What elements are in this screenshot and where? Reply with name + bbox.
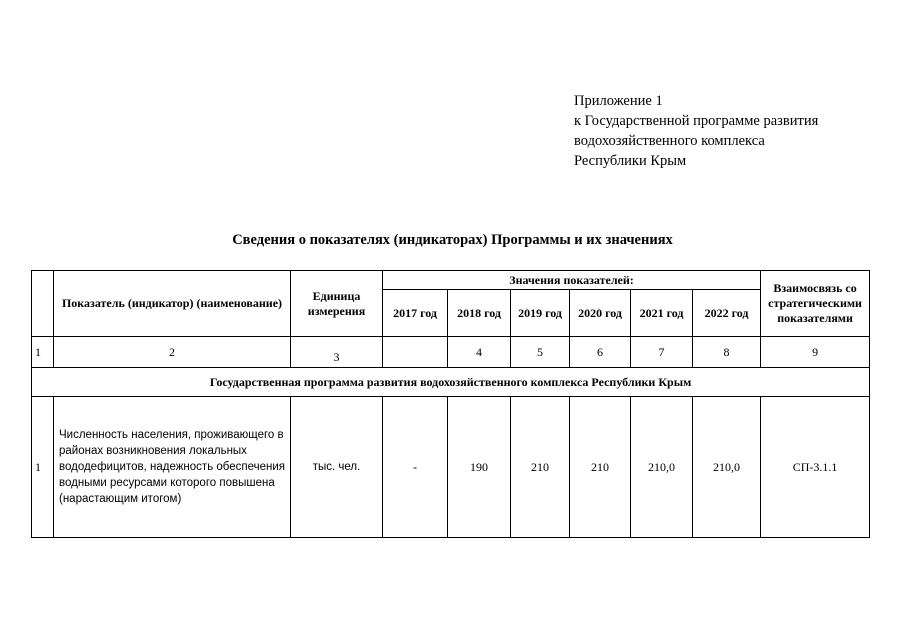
header-values-group: Значения показателей: [383, 271, 761, 290]
value-cell: 190 [448, 397, 511, 538]
indicator-unit: тыс. чел. [291, 397, 383, 538]
column-number: 6 [570, 337, 631, 368]
column-number: 1 [32, 337, 54, 368]
column-number [383, 337, 448, 368]
appendix-line: Приложение 1 [574, 93, 663, 109]
value-cell: - [383, 397, 448, 538]
table-row [32, 397, 870, 538]
value-cell: 210 [511, 397, 570, 538]
header-year: 2019 год [511, 290, 570, 337]
appendix-line: к Государственной программе развития [574, 113, 819, 129]
document-title: Сведения о показателях (индикаторах) Программы и их значениях [232, 232, 673, 248]
column-number: 7 [631, 337, 693, 368]
column-number: 4 [448, 337, 511, 368]
header-year: 2022 год [693, 290, 761, 337]
header-num-cell [32, 271, 54, 337]
column-number: 5 [511, 337, 570, 368]
row-number: 1 [32, 397, 54, 538]
header-year: 2020 год [570, 290, 631, 337]
column-number: 2 [54, 337, 291, 368]
relation-cell: СП-3.1.1 [761, 397, 870, 538]
indicators-table [31, 270, 870, 538]
appendix-caption [574, 91, 818, 171]
header-year: 2017 год [383, 290, 448, 337]
header-indicator: Показатель (индикатор) (наименование) [54, 271, 291, 337]
header-year: 2021 год [631, 290, 693, 337]
header-relation: Взаимосвязь со стратегическими показателями [761, 271, 870, 337]
header-year: 2018 год [448, 290, 511, 337]
indicator-name: Численность населения, проживающего в районах возникновения локальных вододефицитов, надежность обеспечения водными ресурсами которого повышена (нарастающим итогом) [54, 397, 291, 538]
value-cell: 210,0 [693, 397, 761, 538]
column-number: 3 [291, 337, 383, 368]
appendix-line: водохозяйственного комплекса [574, 133, 765, 149]
appendix-line: Республики Крым [574, 153, 687, 169]
numbering-row [32, 337, 870, 368]
value-cell: 210 [570, 397, 631, 538]
column-number: 9 [761, 337, 870, 368]
section-title: Государственная программа развития водохозяйственного комплекса Республики Крым [32, 368, 870, 397]
column-number: 8 [693, 337, 761, 368]
value-cell: 210,0 [631, 397, 693, 538]
header-unit: Единица измерения [291, 271, 383, 337]
